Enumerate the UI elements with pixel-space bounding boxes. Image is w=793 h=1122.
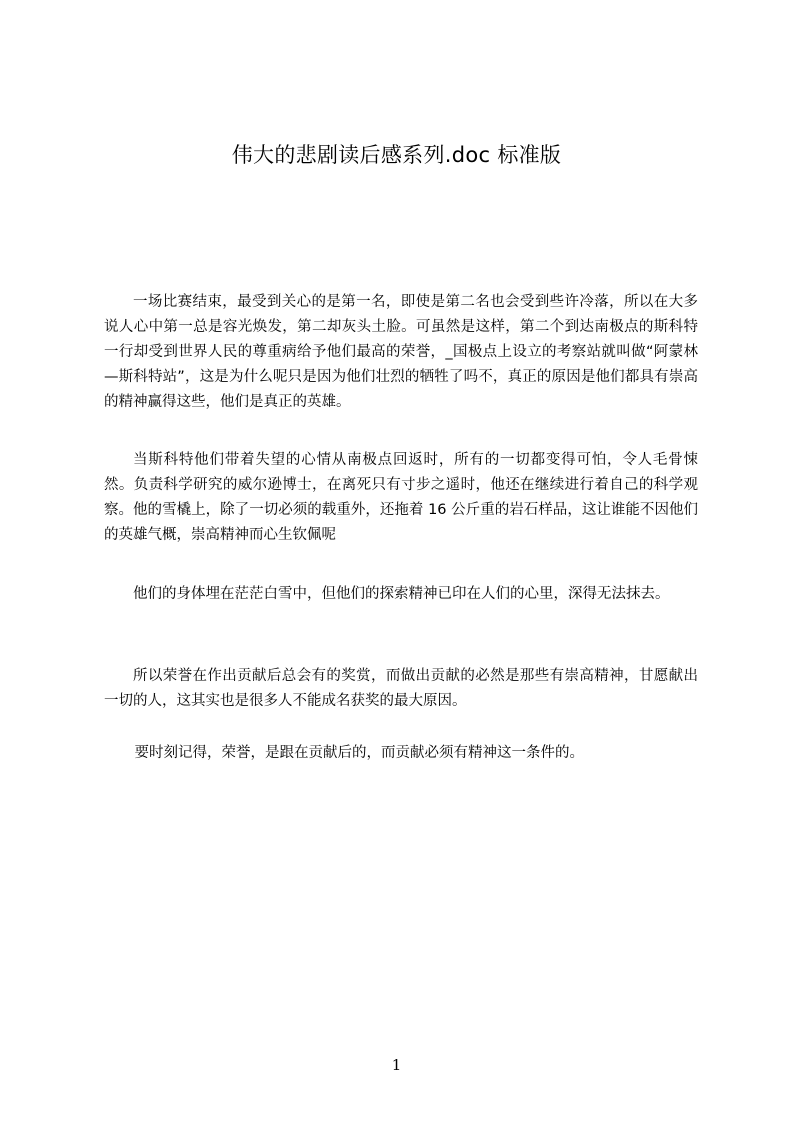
page-number: 1 bbox=[391, 1056, 402, 1074]
document-title: 伟大的悲剧读后感系列.doc 标准版 bbox=[231, 143, 562, 167]
body-paragraph: 一场比赛结束，最受到关心的是第一名，即使是第二名也会受到些许冷落，所以在大多说人心中第一总是容光焕发，第二却灰头土脸。可虽然是这样，第二个到达南极点的斯科特一行却受到世界人民的尊重病给予他们最高的荣誉，_国极点上设立的考察站就叫做“阿蒙林—斯科特站”，这是为什么呢只是因为他们壮烈的牺牲了吗不，真正的原因是他们都具有崇高的精神赢得这些，他们是真正的英雄。 bbox=[104, 294, 698, 410]
body-paragraph: 他们的身体埋在茫茫白雪中，但他们的探索精神已印在人们的心里，深得无法抹去。 bbox=[133, 586, 670, 602]
body-paragraph: 要时刻记得，荣誉，是跟在贡献后的，而贡献必须有精神这一条件的。 bbox=[134, 745, 585, 761]
body-paragraph: 所以荣誉在作出贡献后总会有的奖赏，而做出贡献的必然是那些有崇高精神，甘愿献出一切的人，这其实也是很多人不能成名获奖的最大原因。 bbox=[104, 668, 698, 709]
body-paragraph: 当斯科特他们带着失望的心情从南极点回返时，所有的一切都变得可怕，令人毛骨悚然。负责科学研究的威尔逊博士，在离死只有寸步之遥时，他还在继续进行着自己的科学观察。他的雪橇上，除了一切必须的载重外，还拖着 16 公斤重的岩石样品，这让谁能不因他们的英雄气概，崇高精神而心生钦佩呢 bbox=[104, 452, 698, 543]
